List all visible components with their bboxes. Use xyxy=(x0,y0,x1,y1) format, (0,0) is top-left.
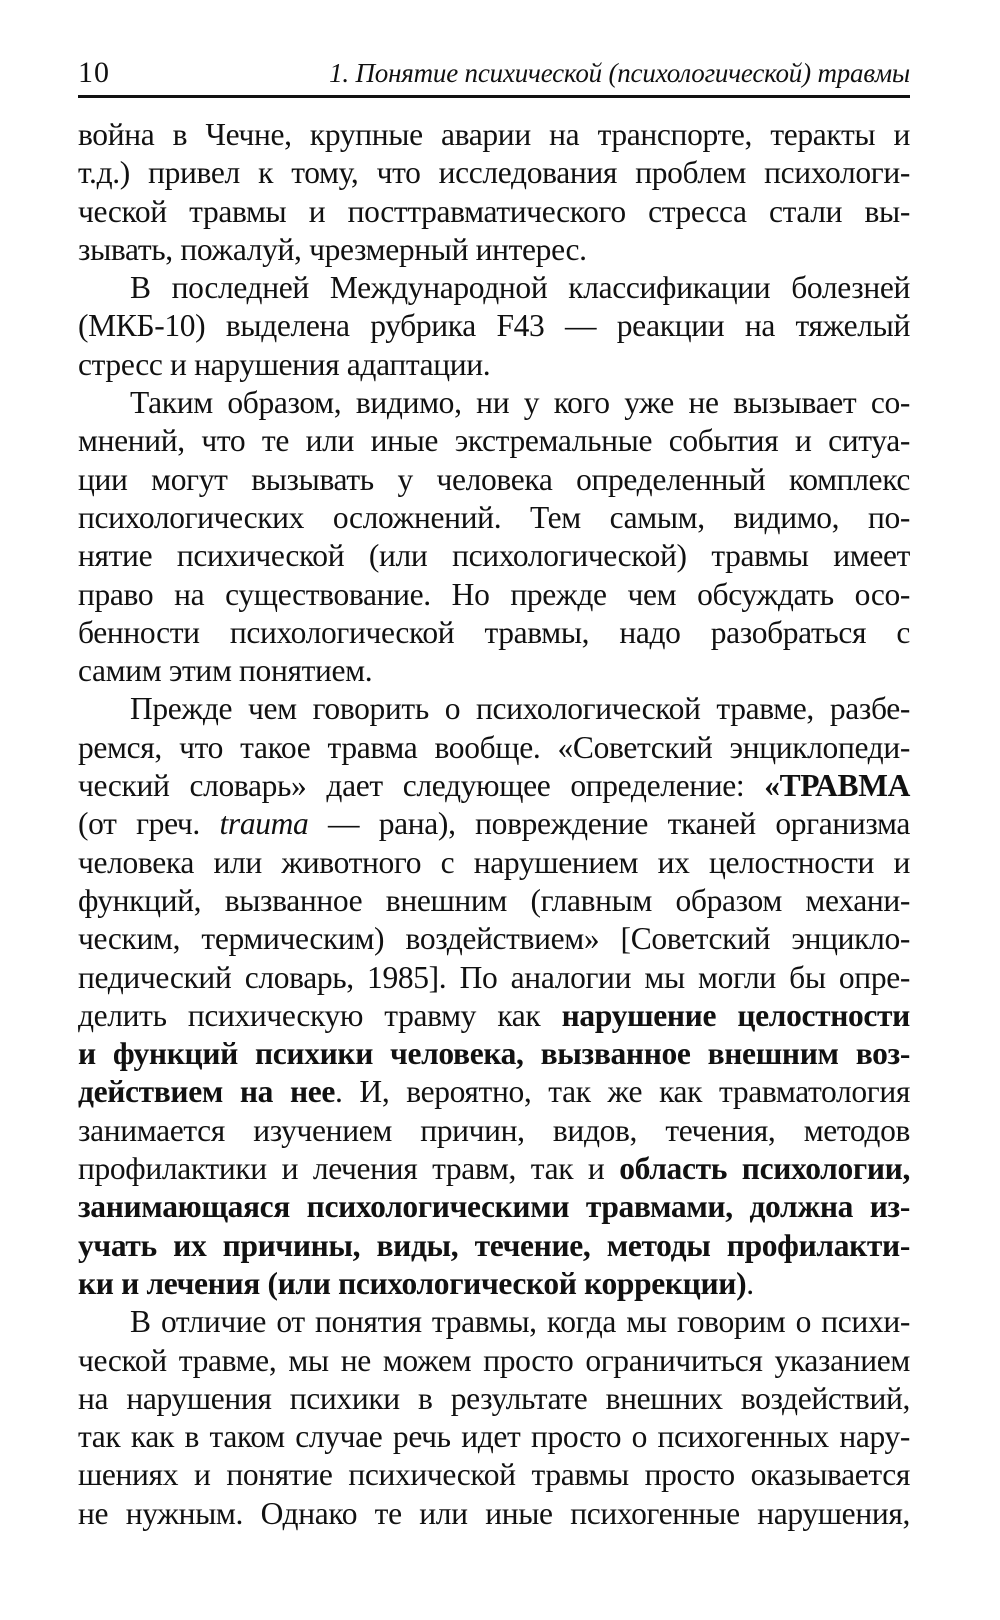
text-line xyxy=(78,1112,910,1150)
text-segment: ции могут вызывать у человека определенный комплекс xyxy=(78,461,910,497)
text-line xyxy=(78,920,910,958)
text-line xyxy=(78,193,910,231)
text-segment: педический словарь, 1985]. По аналогии мы могли бы опре- xyxy=(78,959,910,995)
italic-text-segment: trauma xyxy=(219,806,309,842)
text-segment: — рана), повреждение тканей организма xyxy=(308,806,910,842)
text-line xyxy=(78,614,910,652)
running-header xyxy=(78,58,910,98)
text-segment: . xyxy=(746,1265,754,1301)
text-segment: так как в таком случае речь идет просто о психогенных нару- xyxy=(78,1419,910,1455)
text-segment: не нужным. Однако те или иные психогенные нарушения, xyxy=(78,1495,910,1531)
text-line xyxy=(78,690,910,728)
text-segment: на нарушения психики в результате внешних воздействий, xyxy=(78,1380,910,1416)
text-segment: ческим, термическим) воздействием» [Советский энцикло- xyxy=(78,921,910,957)
text-segment: В последней Международной классификации болезней xyxy=(130,270,910,306)
text-segment: ремся, что такое травма вообще. «Советский энциклопеди- xyxy=(78,729,910,765)
text-segment: Прежде чем говорить о психологической травме, разбе- xyxy=(130,691,910,727)
text-line xyxy=(78,1342,910,1380)
text-segment: право на существование. Но прежде чем обсуждать осо- xyxy=(78,576,910,612)
text-segment: ческий словарь» дает следующее определение: xyxy=(78,768,765,804)
text-line xyxy=(78,1073,910,1111)
text-segment: бенности психологической травмы, надо разобраться с xyxy=(78,614,910,650)
text-line xyxy=(78,1035,910,1073)
text-line xyxy=(78,116,910,154)
text-line xyxy=(78,1227,910,1265)
text-line xyxy=(78,1150,910,1188)
book-page xyxy=(78,58,910,1533)
text-line xyxy=(78,231,910,269)
bold-text-segment: занимающаяся психологическими травмами, должна из- xyxy=(78,1189,910,1225)
text-line xyxy=(78,154,910,192)
bold-text-segment: действием на нее xyxy=(78,1074,336,1110)
bold-text-segment: и функций психики человека, вызванное внешним воз- xyxy=(78,1036,910,1072)
text-segment: зывать, пожалуй, чрезмерный интерес. xyxy=(78,231,587,267)
body-text xyxy=(78,116,910,1533)
text-segment: психологических осложнений. Тем самым, видимо, по- xyxy=(78,499,910,535)
text-segment: делить психическую травму как xyxy=(78,997,562,1033)
bold-text-segment: учать их причины, виды, течение, методы профилакти- xyxy=(78,1227,910,1263)
text-segment: функций, вызванное внешним (главным образом механи- xyxy=(78,882,910,918)
text-line xyxy=(78,652,910,690)
text-line xyxy=(78,997,910,1035)
text-line xyxy=(78,537,910,575)
text-line xyxy=(78,346,910,384)
text-segment: . И, вероятно, так же как травматология xyxy=(335,1074,911,1110)
text-line xyxy=(78,882,910,920)
text-line xyxy=(78,576,910,614)
text-line xyxy=(78,422,910,460)
text-segment: Таким образом, видимо, ни у кого уже не вызывает со- xyxy=(130,385,910,421)
text-line xyxy=(78,767,910,805)
text-line xyxy=(78,384,910,422)
text-segment: (от греч. xyxy=(78,806,220,842)
text-line xyxy=(78,1380,910,1418)
text-line xyxy=(78,307,910,345)
bold-text-segment: «ТРАВМА xyxy=(764,768,910,804)
text-segment: занимается изучением причин, видов, течения, методов xyxy=(78,1112,910,1148)
text-segment: стресс и нарушения адаптации. xyxy=(78,346,491,382)
text-line xyxy=(78,1303,910,1341)
text-line xyxy=(78,805,910,843)
text-line xyxy=(78,269,910,307)
text-segment: война в Чечне, крупные аварии на транспорте, теракты и xyxy=(78,117,910,152)
text-line xyxy=(78,499,910,537)
text-segment: т.д.) привел к тому, что исследования проблем психологи- xyxy=(78,155,910,191)
text-line xyxy=(78,1418,910,1456)
text-segment: человека или животного с нарушением их целостности и xyxy=(78,844,910,880)
text-segment: самим этим понятием. xyxy=(78,653,373,689)
chapter-title: 1. Понятие психической (психологической) травмы xyxy=(329,58,910,88)
bold-text-segment: ки и лечения (или психологической коррекции) xyxy=(78,1265,747,1301)
text-line xyxy=(78,1456,910,1494)
text-line xyxy=(78,461,910,499)
bold-text-segment: область психологии, xyxy=(619,1151,910,1187)
text-line xyxy=(78,729,910,767)
text-line xyxy=(78,1188,910,1226)
text-segment: В отличие от понятия травмы, когда мы говорим о психи- xyxy=(130,1304,910,1340)
text-segment: ческой травмы и посттравматического стресса стали вы- xyxy=(78,193,910,229)
text-segment: профилактики и лечения травм, так и xyxy=(78,1151,620,1187)
text-segment: (МКБ-10) выделена рубрика F43 — реакции на тяжелый xyxy=(78,308,910,344)
bold-text-segment: нарушение целостности xyxy=(561,997,910,1033)
text-line xyxy=(78,1495,910,1533)
text-line xyxy=(78,844,910,882)
text-line xyxy=(78,1265,910,1303)
text-segment: нятие психической (или психологической) травмы имеет xyxy=(78,538,910,574)
text-segment: мнений, что те или иные экстремальные события и ситуа- xyxy=(78,423,910,459)
text-segment: ческой травме, мы не можем просто ограничиться указанием xyxy=(78,1342,910,1378)
text-line xyxy=(78,959,910,997)
text-segment: шениях и понятие психической травмы просто оказывается xyxy=(78,1457,910,1493)
page-number: 10 xyxy=(78,56,110,89)
